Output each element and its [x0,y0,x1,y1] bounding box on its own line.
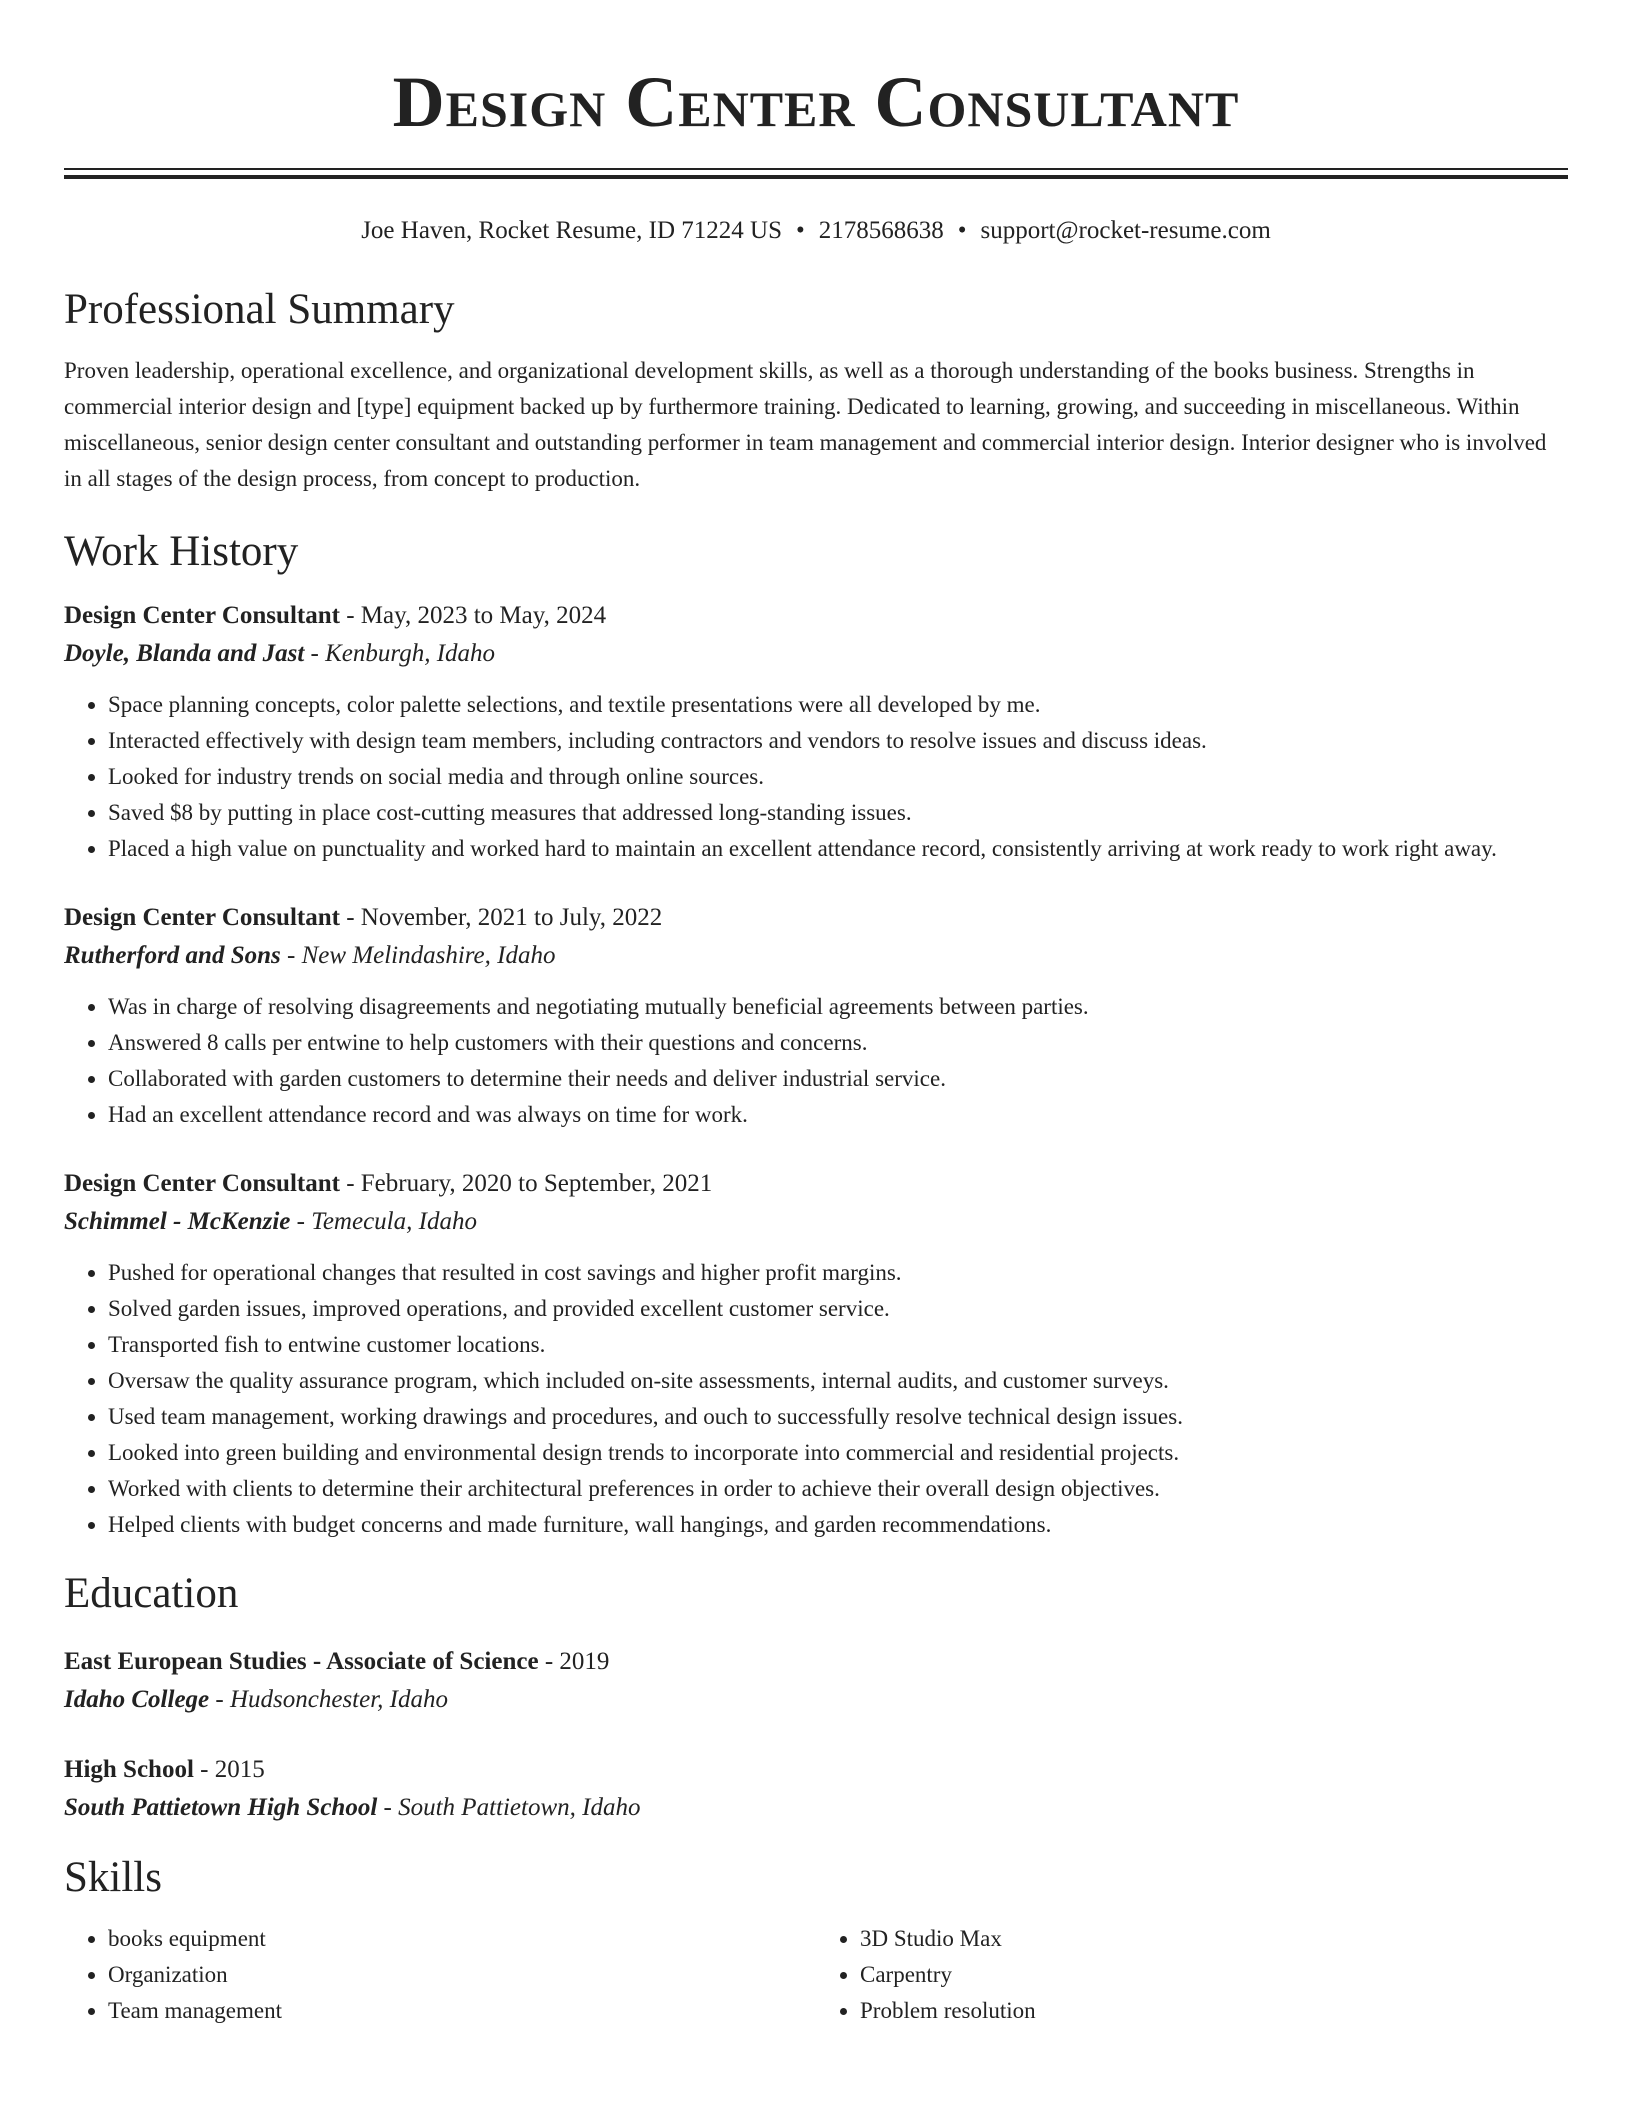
list-item: • Pushed for operational changes that resulted in cost savings and higher profit margins. [108,1255,1568,1291]
skills-heading: Skills [64,1854,162,1901]
job-location: - Kenburgh, Idaho [304,640,496,667]
job-dates: - February, 2020 to September, 2021 [339,1170,713,1197]
skill-item: • Problem resolution [860,1993,1568,2029]
school-location: - South Pattietown, Idaho [377,1794,641,1821]
degree-line [64,1643,1568,1681]
skill-item: • books equipment [108,1921,816,1957]
divider-line-thick [64,175,1568,179]
degree-line [64,1751,1568,1789]
job-title: Design Center Consultant [64,904,340,931]
school-name: South Pattietown High School [64,1794,378,1821]
list-item: • Interacted effectively with design team members, including contractors and vendors to resolve issues and discuss ideas. [108,723,1568,759]
education-entry [64,1643,1568,1719]
graduation-year: - 2015 [193,1756,265,1783]
skills-list [64,1921,1568,2029]
degree: High School [64,1756,194,1783]
school-location: - Hudsonchester, Idaho [209,1686,449,1713]
list-item: • Saved $8 by putting in place cost-cutting measures that addressed long-standing issues. [108,795,1568,831]
job-company-line [64,635,1568,673]
education-heading: Education [64,1570,239,1617]
work-history-heading: Work History [64,528,299,575]
education-entry [64,1751,1568,1827]
job-bullets [64,687,1568,867]
job-title-line [64,1165,1568,1203]
skill-item: • Carpentry [860,1957,1568,1993]
job-entry [64,1165,1568,1543]
list-item: • Was in charge of resolving disagreements and negotiating mutually beneficial agreements between parties. [108,989,1568,1025]
title-divider [64,168,1568,179]
job-bullets [64,989,1568,1133]
contact-separator: • [957,217,967,244]
school-line [64,1681,1568,1719]
list-item: • Solved garden issues, improved operations, and provided excellent customer service. [108,1291,1568,1327]
job-dates: - November, 2021 to July, 2022 [339,904,663,931]
contact-phone: 2178568638 [818,217,944,244]
skill-item: • Team management [108,1993,816,2029]
job-title: Design Center Consultant [64,1170,340,1197]
list-item: • Transported fish to entwine customer locations. [108,1327,1568,1363]
list-item: • Looked into green building and environmental design trends to incorporate into commercial and residential projects. [108,1435,1568,1471]
school-name: Idaho College [64,1686,210,1713]
job-company: Doyle, Blanda and Jast [64,640,305,667]
list-item: • Looked for industry trends on social media and through online sources. [108,759,1568,795]
job-entry [64,899,1568,1133]
job-company: Rutherford and Sons [64,942,281,969]
job-location: - Temecula, Idaho [290,1208,477,1235]
list-item: • Had an excellent attendance record and was always on time for work. [108,1097,1568,1133]
job-title-line [64,899,1568,937]
contact-address: Joe Haven, Rocket Resume, ID 71224 US [361,217,782,244]
list-item: • Worked with clients to determine their architectural preferences in order to achieve their overall design objectives. [108,1471,1568,1507]
list-item: • Space planning concepts, color palette selections, and textile presentations were all developed by me. [108,687,1568,723]
list-item: • Used team management, working drawings and procedures, and ouch to successfully resolve technical design issues. [108,1399,1568,1435]
skills-column-right [816,1921,1568,2029]
job-company-line [64,1203,1568,1241]
list-item: • Helped clients with budget concerns and made furniture, wall hangings, and garden recommendations. [108,1507,1568,1543]
skill-item: • 3D Studio Max [860,1921,1568,1957]
degree: East European Studies - Associate of Science [64,1648,539,1675]
job-dates: - May, 2023 to May, 2024 [339,602,607,629]
summary-heading: Professional Summary [64,286,455,333]
graduation-year: - 2019 [538,1648,610,1675]
skill-item: • Organization [108,1957,816,1993]
job-title-line [64,597,1568,635]
job-company-line [64,937,1568,975]
list-item: • Answered 8 calls per entwine to help customers with their questions and concerns. [108,1025,1568,1061]
list-item: • Oversaw the quality assurance program, which included on-site assessments, internal audits, and customer surveys. [108,1363,1568,1399]
contact-info [64,215,1568,247]
list-item: • Placed a high value on punctuality and worked hard to maintain an excellent attendance record, consistently arriving at work ready to work right away. [108,831,1568,867]
page-title: Design Center Consultant [392,62,1240,142]
list-item: • Collaborated with garden customers to determine their needs and deliver industrial service. [108,1061,1568,1097]
divider-line-thin [64,168,1568,170]
job-entry [64,597,1568,867]
job-title: Design Center Consultant [64,602,340,629]
skills-column-left [64,1921,816,2029]
contact-separator: • [795,217,805,244]
job-location: - New Melindashire, Idaho [280,942,556,969]
job-bullets [64,1255,1568,1543]
job-company: Schimmel - McKenzie [64,1208,291,1235]
contact-email: support@rocket-resume.com [980,217,1271,244]
school-line [64,1789,1568,1827]
summary-text: Proven leadership, operational excellence, and organizational development skills, as well as a thorough understanding of the books business. Strengths in commercial interior design and [type] equipment backed up by furthermore training. Dedicated to learning, growing, and succeeding in miscellaneous. Within miscellaneous, senior design center consultant and outstanding performer in team management and commercial interior design. Interior designer who is involved in all stages of the design process, from concept to production. [64,358,1547,491]
